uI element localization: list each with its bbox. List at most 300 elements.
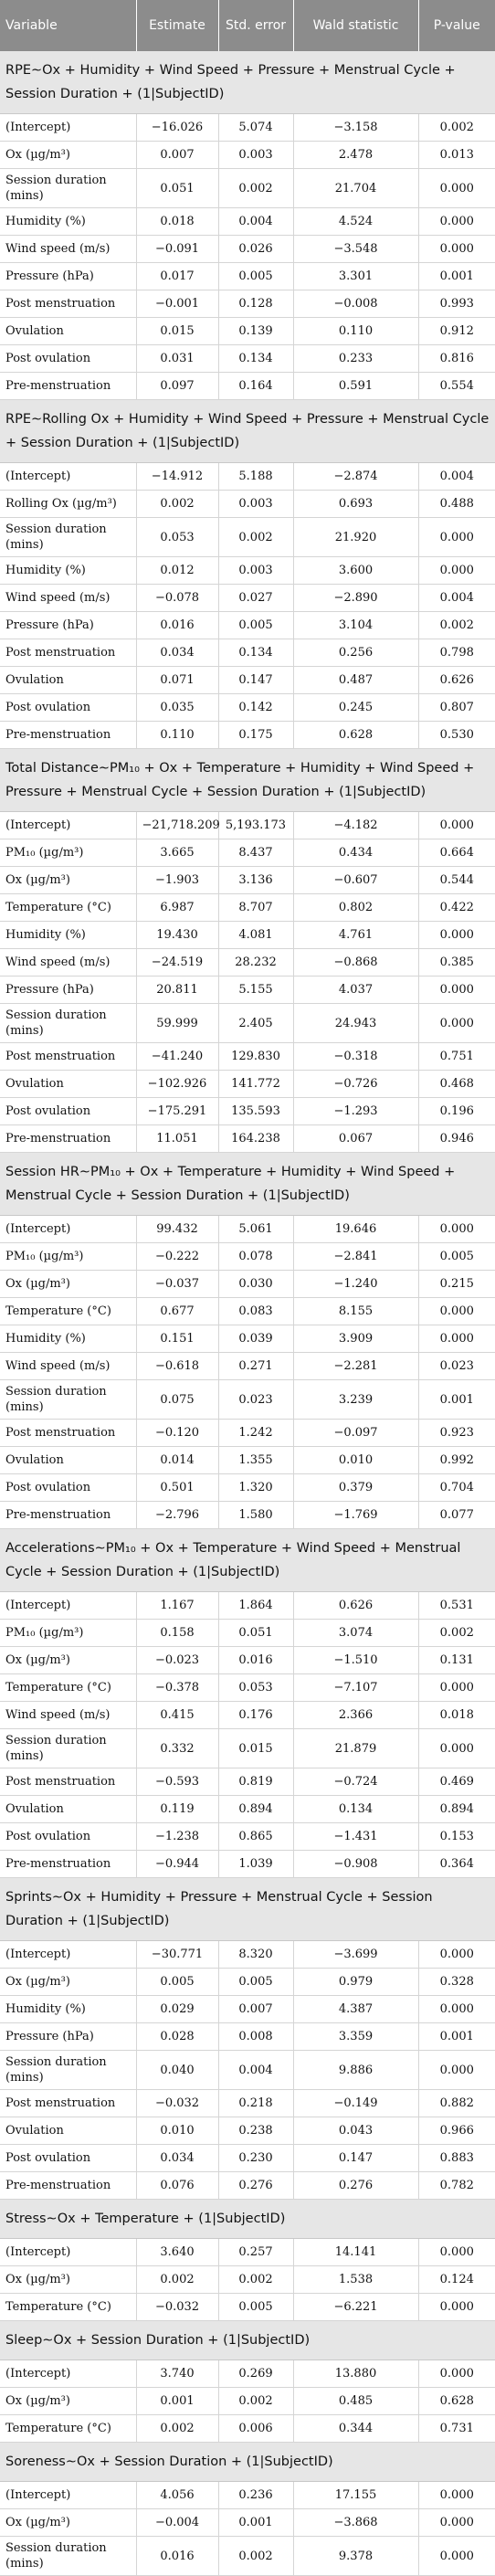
wald-statistic-cell: −1.240 <box>293 1271 418 1298</box>
p-value-cell: 0.000 <box>418 2051 495 2090</box>
wald-statistic-cell: 4.387 <box>293 1996 418 2023</box>
variable-cell: (Intercept) <box>0 463 136 491</box>
estimate-cell: 0.016 <box>136 612 218 639</box>
p-value-cell: 0.004 <box>418 585 495 612</box>
variable-cell: Post ovulation <box>0 1474 136 1502</box>
variable-cell: Ox (µg/m³) <box>0 1969 136 1996</box>
table-row <box>0 1380 495 1420</box>
estimate-cell: 0.332 <box>136 1729 218 1768</box>
header-p-value: P-value <box>418 0 495 51</box>
estimate-cell: 0.002 <box>136 2415 218 2443</box>
table-row <box>0 1768 495 1796</box>
estimate-cell: −102.926 <box>136 1071 218 1098</box>
wald-statistic-cell: 0.344 <box>293 2415 418 2443</box>
variable-cell: Temperature (°C) <box>0 2294 136 2321</box>
estimate-cell: 1.167 <box>136 1592 218 1620</box>
model-formula-row <box>0 2200 495 2239</box>
variable-cell: Session duration (mins) <box>0 2537 136 2576</box>
p-value-cell: 0.000 <box>418 2294 495 2321</box>
variable-cell: Post menstruation <box>0 2090 136 2117</box>
wald-statistic-cell: 3.359 <box>293 2023 418 2051</box>
p-value-cell: 0.001 <box>418 1380 495 1420</box>
variable-cell: Post menstruation <box>0 639 136 667</box>
variable-cell: Humidity (%) <box>0 922 136 949</box>
std-error-cell: 0.005 <box>218 1969 293 1996</box>
table-row <box>0 1298 495 1325</box>
p-value-cell: 0.000 <box>418 518 495 557</box>
p-value-cell: 0.077 <box>418 1502 495 1529</box>
estimate-cell: 0.001 <box>136 2388 218 2415</box>
wald-statistic-cell: −0.318 <box>293 1043 418 1071</box>
estimate-cell: 0.018 <box>136 208 218 236</box>
table-row <box>0 2415 495 2443</box>
wald-statistic-cell: 0.110 <box>293 318 418 345</box>
wald-statistic-cell: −0.149 <box>293 2090 418 2117</box>
model-formula: Stress∼Ox + Temperature + (1|SubjectID) <box>0 2200 495 2239</box>
std-error-cell: 0.238 <box>218 2117 293 2145</box>
p-value-cell: 0.000 <box>418 812 495 839</box>
variable-cell: Humidity (%) <box>0 557 136 585</box>
std-error-cell: 0.004 <box>218 2051 293 2090</box>
wald-statistic-cell: −0.726 <box>293 1071 418 1098</box>
std-error-cell: 0.269 <box>218 2360 293 2388</box>
table-row <box>0 2051 495 2090</box>
wald-statistic-cell: −4.182 <box>293 812 418 839</box>
std-error-cell: 0.004 <box>218 208 293 236</box>
variable-cell: Pre-menstruation <box>0 1502 136 1529</box>
table-row <box>0 1647 495 1674</box>
variable-cell: (Intercept) <box>0 1216 136 1243</box>
variable-cell: Session duration (mins) <box>0 1729 136 1768</box>
variable-cell: Ox (µg/m³) <box>0 2266 136 2294</box>
wald-statistic-cell: −0.008 <box>293 290 418 318</box>
p-value-cell: 0.816 <box>418 345 495 373</box>
table-row <box>0 1620 495 1647</box>
estimate-cell: −1.238 <box>136 1823 218 1851</box>
estimate-cell: 0.158 <box>136 1620 218 1647</box>
table-row <box>0 949 495 977</box>
p-value-cell: 0.364 <box>418 1851 495 1878</box>
p-value-cell: 0.005 <box>418 1243 495 1271</box>
variable-cell: Pressure (hPa) <box>0 263 136 290</box>
wald-statistic-cell: 0.276 <box>293 2172 418 2200</box>
std-error-cell: 8.437 <box>218 839 293 867</box>
std-error-cell: 0.053 <box>218 1674 293 1702</box>
model-formula: Session HR∼PM₁₀ + Ox + Temperature + Humidity + Wind Speed + Menstrual Cycle + Session Duration + (1|SubjectID) <box>0 1153 495 1216</box>
estimate-cell: −41.240 <box>136 1043 218 1071</box>
p-value-cell: 0.751 <box>418 1043 495 1071</box>
table-row <box>0 1325 495 1353</box>
table-row <box>0 1729 495 1768</box>
std-error-cell: 0.002 <box>218 2537 293 2576</box>
estimate-cell: 0.007 <box>136 142 218 169</box>
std-error-cell: 0.027 <box>218 585 293 612</box>
estimate-cell: −0.001 <box>136 290 218 318</box>
wald-statistic-cell: −1.769 <box>293 1502 418 1529</box>
estimate-cell: 0.151 <box>136 1325 218 1353</box>
variable-cell: Ox (µg/m³) <box>0 1647 136 1674</box>
estimate-cell: −0.944 <box>136 1851 218 1878</box>
table-row <box>0 491 495 518</box>
std-error-cell: 0.023 <box>218 1380 293 1420</box>
p-value-cell: 0.469 <box>418 1768 495 1796</box>
table-row <box>0 2482 495 2509</box>
wald-statistic-cell: −1.431 <box>293 1823 418 1851</box>
p-value-cell: 0.946 <box>418 1125 495 1153</box>
p-value-cell: 0.993 <box>418 290 495 318</box>
wald-statistic-cell: 0.010 <box>293 1447 418 1474</box>
wald-statistic-cell: 0.147 <box>293 2145 418 2172</box>
estimate-cell: −175.291 <box>136 1098 218 1125</box>
std-error-cell: 0.002 <box>218 2266 293 2294</box>
p-value-cell: 0.807 <box>418 694 495 722</box>
variable-cell: Post ovulation <box>0 345 136 373</box>
std-error-cell: 129.830 <box>218 1043 293 1071</box>
variable-cell: Wind speed (m/s) <box>0 585 136 612</box>
estimate-cell: 3.740 <box>136 2360 218 2388</box>
table-row <box>0 977 495 1004</box>
wald-statistic-cell: 0.979 <box>293 1969 418 1996</box>
std-error-cell: 0.051 <box>218 1620 293 1647</box>
variable-cell: Ovulation <box>0 318 136 345</box>
std-error-cell: 0.001 <box>218 2509 293 2537</box>
table-row <box>0 142 495 169</box>
table-row <box>0 1004 495 1043</box>
p-value-cell: 0.124 <box>418 2266 495 2294</box>
std-error-cell: 0.276 <box>218 2172 293 2200</box>
table-row <box>0 2360 495 2388</box>
model-formula-row <box>0 1878 495 1941</box>
variable-cell: Post ovulation <box>0 2145 136 2172</box>
p-value-cell: 0.704 <box>418 1474 495 1502</box>
variable-cell: Ox (µg/m³) <box>0 2509 136 2537</box>
std-error-cell: 3.136 <box>218 867 293 894</box>
table-row <box>0 722 495 749</box>
table-row <box>0 1098 495 1125</box>
table-row <box>0 1674 495 1702</box>
estimate-cell: 11.051 <box>136 1125 218 1153</box>
estimate-cell: 0.015 <box>136 318 218 345</box>
p-value-cell: 0.422 <box>418 894 495 922</box>
p-value-cell: 0.468 <box>418 1071 495 1098</box>
variable-cell: Pre-menstruation <box>0 2172 136 2200</box>
p-value-cell: 0.000 <box>418 557 495 585</box>
model-formula: Accelerations∼PM₁₀ + Ox + Temperature + Wind Speed + Menstrual Cycle + Session Duration + (1|SubjectID) <box>0 1529 495 1592</box>
table-row <box>0 1043 495 1071</box>
table-header <box>0 0 495 51</box>
table-row <box>0 345 495 373</box>
model-formula: Total Distance∼PM₁₀ + Ox + Temperature + Humidity + Wind Speed + Pressure + Menstrual Cycle + Session Duration + (1|SubjectID) <box>0 749 495 812</box>
variable-cell: Pre-menstruation <box>0 1851 136 1878</box>
estimate-cell: −14.912 <box>136 463 218 491</box>
variable-cell: Wind speed (m/s) <box>0 1353 136 1380</box>
wald-statistic-cell: −3.699 <box>293 1941 418 1969</box>
wald-statistic-cell: 21.704 <box>293 169 418 208</box>
std-error-cell: 0.002 <box>218 169 293 208</box>
p-value-cell: 0.000 <box>418 2482 495 2509</box>
table-row <box>0 2023 495 2051</box>
std-error-cell: 0.134 <box>218 345 293 373</box>
estimate-cell: 0.051 <box>136 169 218 208</box>
p-value-cell: 0.018 <box>418 1702 495 1729</box>
model-formula-row <box>0 1153 495 1216</box>
table-row <box>0 2388 495 2415</box>
std-error-cell: 0.271 <box>218 1353 293 1380</box>
std-error-cell: 0.003 <box>218 491 293 518</box>
std-error-cell: 0.005 <box>218 263 293 290</box>
table-body <box>0 51 495 2576</box>
std-error-cell: 0.819 <box>218 1768 293 1796</box>
wald-statistic-cell: 2.478 <box>293 142 418 169</box>
table-row <box>0 373 495 400</box>
std-error-cell: 141.772 <box>218 1071 293 1098</box>
wald-statistic-cell: 4.524 <box>293 208 418 236</box>
wald-statistic-cell: 3.104 <box>293 612 418 639</box>
variable-cell: Ox (µg/m³) <box>0 867 136 894</box>
estimate-cell: 0.110 <box>136 722 218 749</box>
estimate-cell: 0.017 <box>136 263 218 290</box>
header-std-error: Std. error <box>218 0 293 51</box>
std-error-cell: 1.355 <box>218 1447 293 1474</box>
estimate-cell: −21,718.209 <box>136 812 218 839</box>
p-value-cell: 0.782 <box>418 2172 495 2200</box>
table-row <box>0 812 495 839</box>
p-value-cell: 0.196 <box>418 1098 495 1125</box>
wald-statistic-cell: 0.626 <box>293 1592 418 1620</box>
table-row <box>0 1071 495 1098</box>
std-error-cell: 0.005 <box>218 2294 293 2321</box>
std-error-cell: 0.175 <box>218 722 293 749</box>
variable-cell: Ovulation <box>0 1447 136 1474</box>
variable-cell: Ox (µg/m³) <box>0 1271 136 1298</box>
wald-statistic-cell: 9.886 <box>293 2051 418 2090</box>
variable-cell: Temperature (°C) <box>0 1298 136 1325</box>
estimate-cell: 0.029 <box>136 1996 218 2023</box>
p-value-cell: 0.000 <box>418 1674 495 1702</box>
estimate-cell: 0.035 <box>136 694 218 722</box>
p-value-cell: 0.626 <box>418 667 495 694</box>
std-error-cell: 0.002 <box>218 518 293 557</box>
p-value-cell: 0.000 <box>418 1996 495 2023</box>
table-row <box>0 318 495 345</box>
variable-cell: Temperature (°C) <box>0 2415 136 2443</box>
wald-statistic-cell: −1.293 <box>293 1098 418 1125</box>
p-value-cell: 0.000 <box>418 1729 495 1768</box>
estimate-cell: 0.002 <box>136 2266 218 2294</box>
p-value-cell: 0.531 <box>418 1592 495 1620</box>
wald-statistic-cell: −3.158 <box>293 114 418 142</box>
wald-statistic-cell: −0.868 <box>293 949 418 977</box>
p-value-cell: 0.544 <box>418 867 495 894</box>
table-row <box>0 263 495 290</box>
std-error-cell: 0.006 <box>218 2415 293 2443</box>
table-row <box>0 1996 495 2023</box>
header-variable: Variable <box>0 0 136 51</box>
variable-cell: Temperature (°C) <box>0 894 136 922</box>
std-error-cell: 1.242 <box>218 1420 293 1447</box>
estimate-cell: −0.023 <box>136 1647 218 1674</box>
p-value-cell: 0.000 <box>418 1004 495 1043</box>
wald-statistic-cell: −0.097 <box>293 1420 418 1447</box>
variable-cell: PM₁₀ (µg/m³) <box>0 839 136 867</box>
p-value-cell: 0.002 <box>418 1620 495 1647</box>
std-error-cell: 0.030 <box>218 1271 293 1298</box>
variable-cell: Post ovulation <box>0 1098 136 1125</box>
std-error-cell: 0.083 <box>218 1298 293 1325</box>
variable-cell: Ox (µg/m³) <box>0 142 136 169</box>
model-formula: Sleep∼Ox + Session Duration + (1|SubjectID) <box>0 2321 495 2360</box>
std-error-cell: 1.320 <box>218 1474 293 1502</box>
estimate-cell: 0.034 <box>136 639 218 667</box>
estimate-cell: 0.014 <box>136 1447 218 1474</box>
variable-cell: Temperature (°C) <box>0 1674 136 1702</box>
std-error-cell: 0.236 <box>218 2482 293 2509</box>
estimate-cell: −0.032 <box>136 2294 218 2321</box>
variable-cell: Pre-menstruation <box>0 722 136 749</box>
wald-statistic-cell: −2.841 <box>293 1243 418 1271</box>
table-row <box>0 2117 495 2145</box>
wald-statistic-cell: −3.868 <box>293 2509 418 2537</box>
wald-statistic-cell: 2.366 <box>293 1702 418 1729</box>
table-row <box>0 1702 495 1729</box>
table-row <box>0 208 495 236</box>
p-value-cell: 0.894 <box>418 1796 495 1823</box>
table-row <box>0 612 495 639</box>
p-value-cell: 0.966 <box>418 2117 495 2145</box>
variable-cell: Pre-menstruation <box>0 1125 136 1153</box>
estimate-cell: −0.032 <box>136 2090 218 2117</box>
wald-statistic-cell: 3.301 <box>293 263 418 290</box>
estimate-cell: −0.222 <box>136 1243 218 1271</box>
variable-cell: Post menstruation <box>0 290 136 318</box>
variable-cell: Rolling Ox (µg/m³) <box>0 491 136 518</box>
wald-statistic-cell: −0.607 <box>293 867 418 894</box>
table-row <box>0 2294 495 2321</box>
std-error-cell: 0.002 <box>218 2388 293 2415</box>
estimate-cell: 0.002 <box>136 491 218 518</box>
variable-cell: (Intercept) <box>0 2482 136 2509</box>
estimate-cell: −16.026 <box>136 114 218 142</box>
wald-statistic-cell: 0.043 <box>293 2117 418 2145</box>
table-row <box>0 1851 495 1878</box>
p-value-cell: 0.002 <box>418 114 495 142</box>
variable-cell: (Intercept) <box>0 1941 136 1969</box>
p-value-cell: 0.000 <box>418 169 495 208</box>
table-row <box>0 2509 495 2537</box>
std-error-cell: 8.707 <box>218 894 293 922</box>
estimate-cell: 0.677 <box>136 1298 218 1325</box>
std-error-cell: 164.238 <box>218 1125 293 1153</box>
header-estimate: Estimate <box>136 0 218 51</box>
estimate-cell: 0.028 <box>136 2023 218 2051</box>
wald-statistic-cell: 0.245 <box>293 694 418 722</box>
table-row <box>0 839 495 867</box>
p-value-cell: 0.131 <box>418 1647 495 1674</box>
p-value-cell: 0.628 <box>418 2388 495 2415</box>
estimate-cell: 0.016 <box>136 2537 218 2576</box>
variable-cell: (Intercept) <box>0 114 136 142</box>
wald-statistic-cell: 1.538 <box>293 2266 418 2294</box>
std-error-cell: 5.074 <box>218 114 293 142</box>
table-row <box>0 2145 495 2172</box>
estimate-cell: 0.034 <box>136 2145 218 2172</box>
wald-statistic-cell: 0.256 <box>293 639 418 667</box>
variable-cell: Post menstruation <box>0 1043 136 1071</box>
estimate-cell: −24.519 <box>136 949 218 977</box>
wald-statistic-cell: 4.761 <box>293 922 418 949</box>
p-value-cell: 0.215 <box>418 1271 495 1298</box>
std-error-cell: 0.865 <box>218 1823 293 1851</box>
table-row <box>0 1125 495 1153</box>
std-error-cell: 1.039 <box>218 1851 293 1878</box>
table-row <box>0 1796 495 1823</box>
std-error-cell: 0.003 <box>218 557 293 585</box>
estimate-cell: −1.903 <box>136 867 218 894</box>
std-error-cell: 0.078 <box>218 1243 293 1271</box>
variable-cell: (Intercept) <box>0 1592 136 1620</box>
p-value-cell: 0.013 <box>418 142 495 169</box>
variable-cell: Wind speed (m/s) <box>0 1702 136 1729</box>
p-value-cell: 0.664 <box>418 839 495 867</box>
variable-cell: Ovulation <box>0 667 136 694</box>
table-row <box>0 1420 495 1447</box>
p-value-cell: 0.000 <box>418 1941 495 1969</box>
variable-cell: Wind speed (m/s) <box>0 236 136 263</box>
variable-cell: Post menstruation <box>0 1768 136 1796</box>
table-row <box>0 290 495 318</box>
p-value-cell: 0.882 <box>418 2090 495 2117</box>
table-row <box>0 2090 495 2117</box>
variable-cell: (Intercept) <box>0 2360 136 2388</box>
table-row <box>0 639 495 667</box>
wald-statistic-cell: 14.141 <box>293 2239 418 2266</box>
estimate-cell: 0.501 <box>136 1474 218 1502</box>
estimate-cell: −30.771 <box>136 1941 218 1969</box>
variable-cell: Post menstruation <box>0 1420 136 1447</box>
wald-statistic-cell: −0.908 <box>293 1851 418 1878</box>
p-value-cell: 0.554 <box>418 373 495 400</box>
p-value-cell: 0.798 <box>418 639 495 667</box>
std-error-cell: 1.580 <box>218 1502 293 1529</box>
wald-statistic-cell: 0.067 <box>293 1125 418 1153</box>
std-error-cell: 0.142 <box>218 694 293 722</box>
model-formula-row <box>0 51 495 114</box>
estimate-cell: 0.010 <box>136 2117 218 2145</box>
std-error-cell: 0.128 <box>218 290 293 318</box>
estimate-cell: −0.037 <box>136 1271 218 1298</box>
std-error-cell: 5.155 <box>218 977 293 1004</box>
variable-cell: (Intercept) <box>0 812 136 839</box>
variable-cell: Pre-menstruation <box>0 373 136 400</box>
p-value-cell: 0.912 <box>418 318 495 345</box>
std-error-cell: 0.257 <box>218 2239 293 2266</box>
table-row <box>0 667 495 694</box>
variable-cell: Session duration (mins) <box>0 2051 136 2090</box>
wald-statistic-cell: −6.221 <box>293 2294 418 2321</box>
wald-statistic-cell: 0.233 <box>293 345 418 373</box>
std-error-cell: 5.061 <box>218 1216 293 1243</box>
table-row <box>0 169 495 208</box>
model-formula: Soreness∼Ox + Session Duration + (1|SubjectID) <box>0 2443 495 2482</box>
estimate-cell: −0.378 <box>136 1674 218 1702</box>
table-row <box>0 867 495 894</box>
variable-cell: Post ovulation <box>0 1823 136 1851</box>
wald-statistic-cell: −7.107 <box>293 1674 418 1702</box>
wald-statistic-cell: 8.155 <box>293 1298 418 1325</box>
p-value-cell: 0.923 <box>418 1420 495 1447</box>
model-formula: Sprints∼Ox + Humidity + Pressure + Menstrual Cycle + Session Duration + (1|SubjectID) <box>0 1878 495 1941</box>
table-row <box>0 2172 495 2200</box>
